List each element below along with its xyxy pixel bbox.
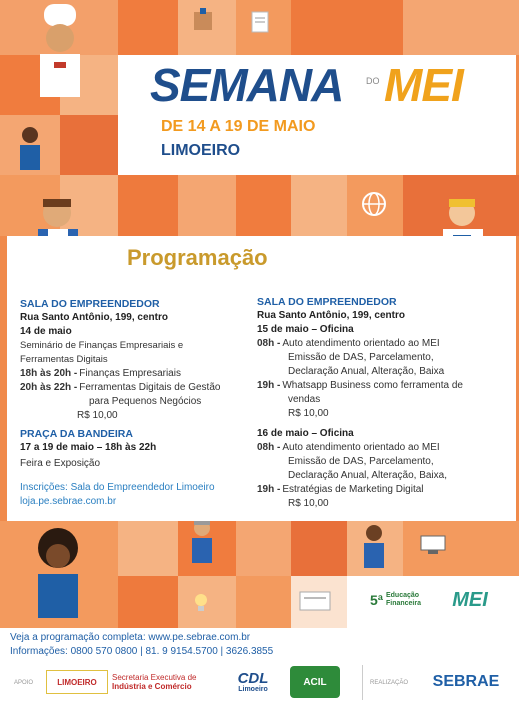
cdl-logo: [222, 668, 284, 696]
day-heading: 16 de maio – Oficina: [257, 428, 354, 439]
program-right-column: [257, 295, 512, 511]
slot-time: 20h às 22h -: [20, 382, 78, 393]
slot-time: 08h -: [257, 442, 281, 453]
chef-illustration: [30, 2, 90, 97]
event-city: LIMOEIRO: [161, 142, 241, 159]
woman-illustration: [28, 528, 88, 618]
realizacao-label: REALIZAÇÃO: [370, 680, 409, 686]
schedule-row: [257, 483, 512, 497]
venue-address: Rua Santo Antônio, 199, centro: [257, 310, 405, 321]
mei-logo-text: MEI: [452, 588, 488, 611]
limoeiro-logo-text: LIMOEIRO: [57, 677, 97, 687]
registration-link[interactable]: loja.pe.sebrae.com.br: [20, 496, 117, 507]
sebrae-logo-text: SEBRAE: [432, 673, 500, 690]
acil-logo-text: ACIL: [303, 676, 327, 688]
program-left-column: [20, 297, 255, 509]
slot-text: Finanças Empresariais: [79, 368, 181, 379]
edu-number: 5ª: [370, 592, 383, 608]
sebrae-logo: [428, 668, 504, 696]
secretaria-line1: Secretaria Executiva de: [112, 673, 197, 682]
bg-tile: [118, 0, 178, 55]
man-illustration: [360, 523, 388, 568]
secretaria-logo: [112, 673, 217, 691]
event-title: SEMANA: [150, 59, 344, 111]
computer-icon: [420, 535, 446, 555]
slot-text: Emissão de DAS, Parcelamento,: [288, 456, 434, 467]
program-title: Programação: [127, 245, 268, 270]
slot-text: Whatsapp Business como ferramenta de: [282, 380, 463, 391]
educacao-financeira-logo: [370, 582, 430, 618]
box-icon: [192, 8, 214, 32]
slot-time: 18h às 20h -: [20, 368, 78, 379]
slot-text: vendas: [288, 394, 321, 405]
event-title-connector: DO: [366, 76, 380, 86]
slot-time: 19h -: [257, 484, 281, 495]
small-person-illustration: [15, 125, 45, 170]
slot-text: Auto atendimento orientado ao MEI: [282, 338, 440, 349]
bg-tile: [178, 175, 236, 236]
bg-tile: [291, 0, 403, 55]
venue-heading: PRAÇA DA BANDEIRA: [20, 428, 133, 440]
slot-price: R$ 10,00: [288, 408, 329, 419]
cdl-logo-text: CDL: [237, 670, 269, 687]
schedule-row: [20, 367, 255, 381]
slot-text: Declaração Anual, Alteração, Baixa,: [288, 470, 447, 481]
slot-text: para Pequenos Negócios: [89, 396, 202, 407]
schedule-row: [257, 337, 512, 351]
slot-text: Ferramentas Digitais de Gestão: [79, 382, 221, 393]
slot-time: 19h -: [257, 380, 281, 391]
venue-heading: SALA DO EMPREENDEDOR: [257, 296, 397, 308]
card-machine-icon: [298, 590, 332, 612]
bg-tile: [236, 521, 291, 576]
bg-tile: [60, 115, 118, 175]
slot-price: R$ 10,00: [77, 410, 118, 421]
slot-time: 08h -: [257, 338, 281, 349]
event-title-mei: MEI: [384, 59, 463, 111]
bg-tile: [236, 175, 291, 236]
bg-tile: [118, 175, 178, 236]
topic-text: Seminário de Finanças Empresariais e: [20, 340, 184, 351]
day-heading: 14 de maio: [20, 326, 72, 337]
schedule-row: [257, 441, 512, 455]
footer-contact-info: Informações: 0800 570 0800 | 81. 9 9154.5700 | 3626.3855: [10, 646, 274, 657]
edu-line2: Financeira: [385, 600, 421, 607]
document-icon: [250, 10, 270, 34]
day-heading: 15 de maio – Oficina: [257, 324, 354, 335]
topic-text: Ferramentas Digitais: [20, 354, 108, 365]
schedule-row: [20, 381, 255, 395]
slot-text: Declaração Anual, Alteração, Baixa: [288, 366, 445, 377]
cdl-logo-sub: Limoeiro: [238, 686, 268, 693]
apoio-label: APOIO: [14, 680, 34, 686]
venue-address: Rua Santo Antônio, 199, centro: [20, 312, 168, 323]
bg-tile: [118, 576, 178, 628]
edu-line1: Educação: [385, 592, 420, 599]
schedule-row: [257, 379, 512, 393]
bg-tile: [236, 576, 291, 628]
venue-text: Feira e Exposição: [20, 458, 101, 469]
registration-info: Inscrições: Sala do Empreendedor Limoeiro: [20, 482, 215, 493]
bg-tile: [403, 0, 519, 55]
lightbulb-icon: [192, 592, 210, 614]
venue-heading: SALA DO EMPREENDEDOR: [20, 298, 160, 310]
bg-tile: [118, 521, 178, 576]
globe-icon: [360, 190, 388, 218]
worker-illustration: [188, 518, 216, 563]
acil-logo: [290, 666, 340, 698]
slot-text: Auto atendimento orientado ao MEI: [282, 442, 440, 453]
venue-dates: 17 a 19 de maio – 18h às 22h: [20, 442, 157, 453]
limoeiro-logo: [46, 670, 108, 694]
event-dates: DE 14 A 19 DE MAIO: [161, 118, 316, 135]
secretaria-line2: Indústria e Comércio: [112, 682, 192, 691]
mei-logo: [440, 585, 500, 615]
footer-divider: [362, 665, 363, 700]
slot-text: Estratégias de Marketing Digital: [282, 484, 424, 495]
slot-price: R$ 10,00: [288, 498, 329, 509]
bg-tile: [291, 175, 347, 236]
slot-text: Emissão de DAS, Parcelamento,: [288, 352, 434, 363]
bg-tile: [291, 521, 347, 576]
footer-website-info[interactable]: Veja a programação completa: www.pe.sebrae.com.br: [10, 632, 251, 643]
